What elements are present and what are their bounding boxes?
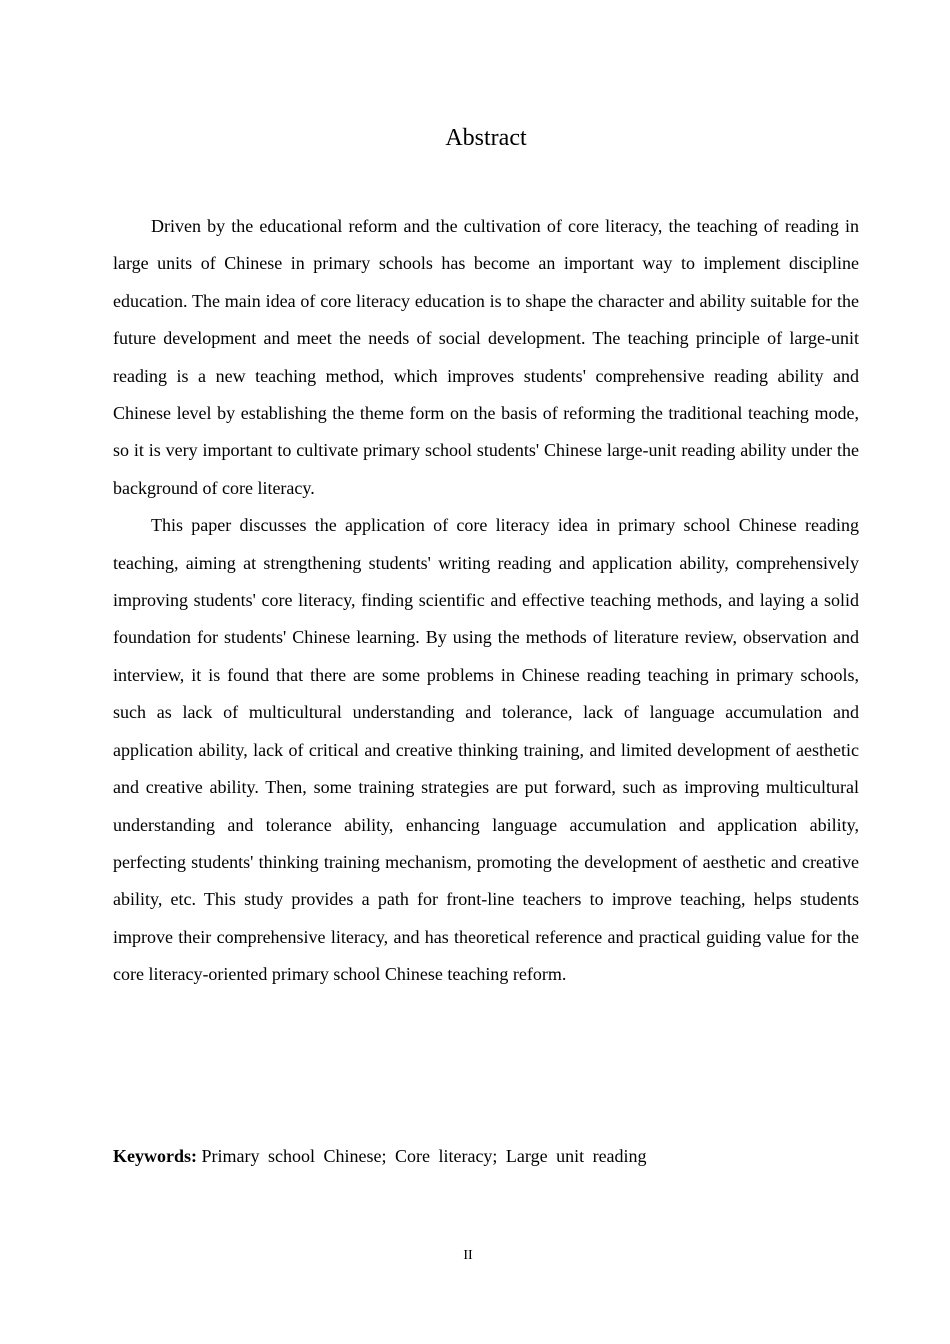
keywords-line bbox=[113, 1138, 859, 1175]
abstract-paragraph-1: Driven by the educational reform and the cultivation of core literacy, the teaching of reading in large units of Chinese in primary schools has become an important way to implement discipline education. The main idea of core literacy education is to shape the character and ability suitable for the future development and meet the needs of social development. The teaching principle of large-unit reading is a new teaching method, which improves students' comprehensive reading ability and Chinese level by establishing the theme form on the basis of reforming the traditional teaching mode, so it is very important to cultivate primary school students' Chinese large-unit reading ability under the background of core literacy. bbox=[113, 216, 859, 498]
abstract-body bbox=[113, 208, 859, 994]
keywords-value: Primary school Chinese; Core literacy; Large unit reading bbox=[201, 1146, 647, 1166]
page-title: Abstract bbox=[445, 125, 527, 151]
keywords-label: Keywords: bbox=[113, 1146, 197, 1166]
page-number: II bbox=[463, 1248, 473, 1263]
abstract-paragraph-2: This paper discusses the application of core literacy idea in primary school Chinese reading teaching, aiming at strengthening students' writing reading and application ability, comprehensively improving students' core literacy, finding scientific and effective teaching methods, and laying a solid foundation for students' Chinese learning. By using the methods of literature review, observation and interview, it is found that there are some problems in Chinese reading teaching in primary schools, such as lack of multicultural understanding and tolerance, lack of language accumulation and application ability, lack of critical and creative thinking training, and limited development of aesthetic and creative ability. Then, some training strategies are put forward, such as improving multicultural understanding and tolerance ability, enhancing language accumulation and application ability, perfecting students' thinking training mechanism, promoting the development of aesthetic and creative ability, etc. This study provides a path for front-line teachers to improve teaching, helps students improve their comprehensive literacy, and has theoretical reference and practical guiding value for the core literacy-oriented primary school Chinese teaching reform. bbox=[113, 515, 859, 985]
